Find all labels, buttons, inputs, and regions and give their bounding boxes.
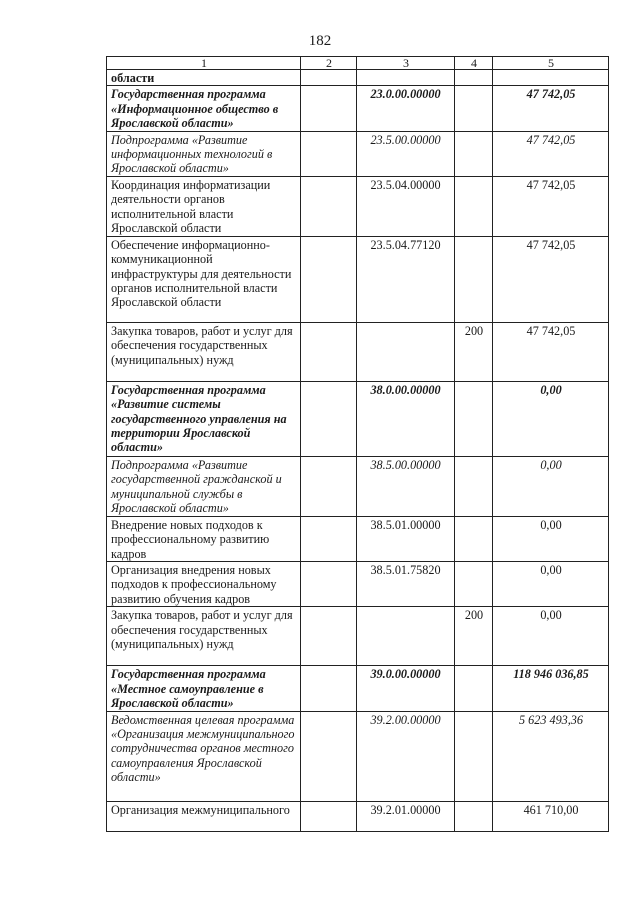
row-name-cell: Государственная программа «Развитие системы государственного управления на территории Ярославской области» (107, 381, 301, 456)
row-col2-cell (301, 86, 357, 131)
row-col2-cell (301, 236, 357, 322)
column-header: 2 (301, 57, 357, 70)
row-amount-cell: 47 742,05 (493, 322, 609, 381)
row-code-cell: 23.5.04.77120 (357, 236, 455, 322)
row-amount-cell: 0,00 (493, 607, 609, 666)
row-amount-cell: 0,00 (493, 516, 609, 561)
table-row (107, 711, 609, 801)
column-header: 5 (493, 57, 609, 70)
row-name-cell: Координация информатизации деятельности органов исполнительной власти Ярославской области (107, 176, 301, 236)
row-expense-type-cell (455, 381, 493, 456)
row-name-cell: Ведомственная целевая программа «Организация межмуниципального сотрудничества органов местного самоуправления Ярославской области» (107, 711, 301, 801)
row-name-cell: области (107, 70, 301, 86)
row-name-cell: Закупка товаров, работ и услуг для обеспечения государственных (муниципальных) нужд (107, 607, 301, 666)
row-col2-cell (301, 381, 357, 456)
row-expense-type-cell: 200 (455, 607, 493, 666)
row-name-cell: Организация внедрения новых подходов к профессиональному развитию обучения кадров (107, 562, 301, 607)
table-row (107, 322, 609, 381)
table-row (107, 607, 609, 666)
row-col2-cell (301, 801, 357, 831)
row-code-cell: 23.0.00.00000 (357, 86, 455, 131)
row-col2-cell (301, 666, 357, 711)
table-row (107, 801, 609, 831)
table-row (107, 456, 609, 516)
row-amount-cell: 118 946 036,85 (493, 666, 609, 711)
table-row (107, 70, 609, 86)
row-code-cell (357, 70, 455, 86)
row-amount-cell: 47 742,05 (493, 176, 609, 236)
row-name-cell: Подпрограмма «Развитие информационных технологий в Ярославской области» (107, 131, 301, 176)
row-expense-type-cell (455, 711, 493, 801)
row-expense-type-cell (455, 236, 493, 322)
row-code-cell: 39.2.01.00000 (357, 801, 455, 831)
row-expense-type-cell (455, 516, 493, 561)
row-name-cell: Организация межмуниципального (107, 801, 301, 831)
row-expense-type-cell (455, 666, 493, 711)
column-header: 4 (455, 57, 493, 70)
table-row (107, 86, 609, 131)
row-col2-cell (301, 131, 357, 176)
row-col2-cell (301, 562, 357, 607)
row-code-cell: 23.5.00.00000 (357, 131, 455, 176)
row-code-cell: 38.0.00.00000 (357, 381, 455, 456)
row-amount-cell: 0,00 (493, 381, 609, 456)
row-col2-cell (301, 70, 357, 86)
row-amount-cell: 47 742,05 (493, 236, 609, 322)
row-col2-cell (301, 516, 357, 561)
table-row (107, 516, 609, 561)
row-amount-cell: 0,00 (493, 562, 609, 607)
page-number: 182 (308, 33, 332, 49)
row-amount-cell: 47 742,05 (493, 131, 609, 176)
row-amount-cell (493, 70, 609, 86)
row-col2-cell (301, 456, 357, 516)
table-row (107, 381, 609, 456)
row-col2-cell (301, 176, 357, 236)
row-amount-cell: 5 623 493,36 (493, 711, 609, 801)
row-expense-type-cell: 200 (455, 322, 493, 381)
table-row (107, 176, 609, 236)
row-col2-cell (301, 607, 357, 666)
row-col2-cell (301, 711, 357, 801)
column-header: 3 (357, 57, 455, 70)
budget-table (106, 56, 609, 832)
column-header: 1 (107, 57, 301, 70)
row-name-cell: Обеспечение информационно-коммуникационной инфраструктуры для деятельности органов исполнительной власти Ярославской области (107, 236, 301, 322)
row-code-cell (357, 607, 455, 666)
row-amount-cell: 461 710,00 (493, 801, 609, 831)
row-expense-type-cell (455, 131, 493, 176)
table-row (107, 562, 609, 607)
row-name-cell: Государственная программа «Местное самоуправление в Ярославской области» (107, 666, 301, 711)
row-name-cell: Подпрограмма «Развитие государственной гражданской и муниципальной службы в Ярославской области» (107, 456, 301, 516)
row-expense-type-cell (455, 456, 493, 516)
row-expense-type-cell (455, 801, 493, 831)
row-code-cell: 23.5.04.00000 (357, 176, 455, 236)
row-code-cell (357, 322, 455, 381)
row-expense-type-cell (455, 86, 493, 131)
table-header-row (107, 57, 609, 70)
row-code-cell: 39.2.00.00000 (357, 711, 455, 801)
row-code-cell: 38.5.01.00000 (357, 516, 455, 561)
row-name-cell: Государственная программа «Информационное общество в Ярославской области» (107, 86, 301, 131)
row-expense-type-cell (455, 70, 493, 86)
row-name-cell: Закупка товаров, работ и услуг для обеспечения государственных (муниципальных) нужд (107, 322, 301, 381)
table-row (107, 236, 609, 322)
row-expense-type-cell (455, 562, 493, 607)
row-amount-cell: 47 742,05 (493, 86, 609, 131)
row-col2-cell (301, 322, 357, 381)
table-row (107, 666, 609, 711)
row-code-cell: 38.5.00.00000 (357, 456, 455, 516)
row-expense-type-cell (455, 176, 493, 236)
row-name-cell: Внедрение новых подходов к профессиональному развитию кадров (107, 516, 301, 561)
row-code-cell: 38.5.01.75820 (357, 562, 455, 607)
row-code-cell: 39.0.00.00000 (357, 666, 455, 711)
row-amount-cell: 0,00 (493, 456, 609, 516)
table-row (107, 131, 609, 176)
